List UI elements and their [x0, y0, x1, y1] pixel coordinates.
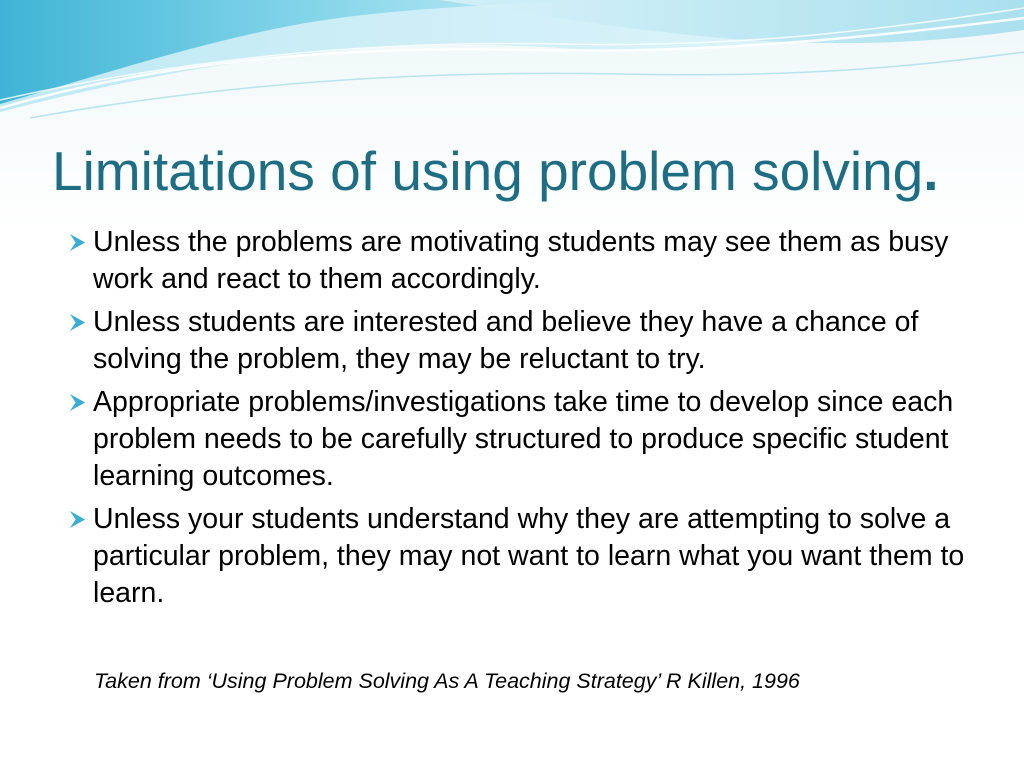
slide-title-period: .: [923, 140, 939, 202]
header-wave-decoration: [0, 0, 1024, 130]
bullet-text: Unless the problems are motivating students may see them as busy work and react to them accordingly.: [93, 226, 949, 295]
bullet-text: Unless your students understand why they are attempting to solve a particular problem, they may not want to learn what you want them to learn.: [93, 503, 965, 609]
arrowhead-bullet-icon: [68, 510, 87, 529]
arrowhead-bullet-icon: [68, 393, 87, 412]
citation-text: Taken from ‘Using Problem Solving As A Teaching Strategy’ R Killen, 1996: [94, 669, 800, 693]
bullet-list: [68, 224, 968, 618]
arrowhead-bullet-icon: [68, 233, 87, 252]
bullet-text: Unless students are interested and believe they have a chance of solving the problem, they may be reluctant to try.: [93, 306, 919, 375]
bullet-item: [68, 304, 968, 378]
bullet-text: Appropriate problems/investigations take time to develop since each problem needs to be carefully structured to produce specific student learning outcomes.: [93, 386, 954, 492]
bullet-item: [68, 501, 968, 612]
slide-title: [52, 138, 939, 204]
slide-title-text: Limitations of using problem solving: [52, 140, 924, 202]
bullet-item: [68, 384, 968, 495]
arrowhead-bullet-icon: [68, 313, 87, 332]
bullet-item: [68, 224, 968, 298]
